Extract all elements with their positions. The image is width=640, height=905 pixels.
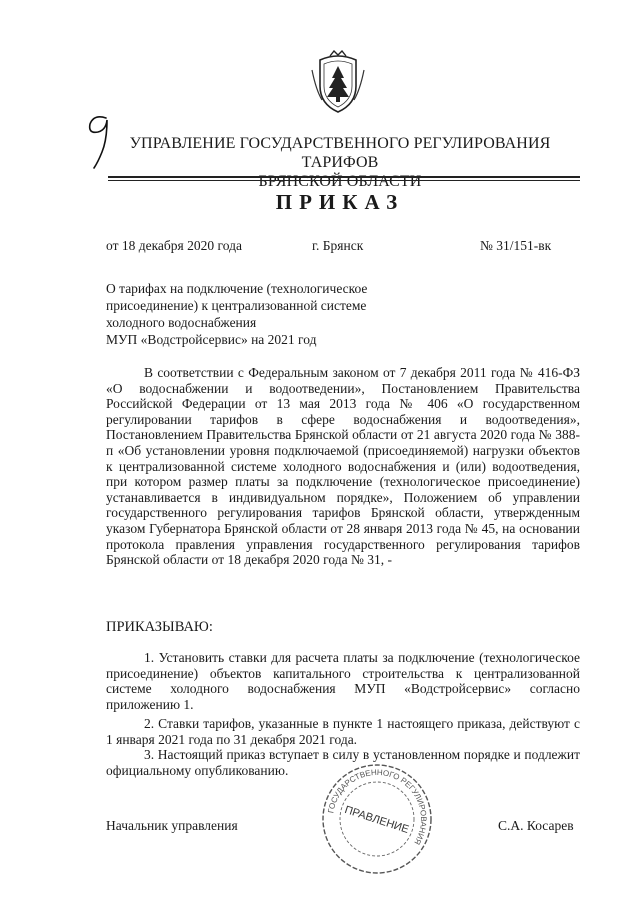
subject-line: МУП «Водстройсервис» на 2021 год (106, 332, 317, 347)
order-word: ПРИКАЗЫВАЮ: (106, 619, 213, 635)
subject-line: холодного водоснабжения (106, 315, 257, 330)
stamp-center-text: ПРАВЛЕНИЕ (343, 803, 411, 836)
order-item-2: 2. Ставки тарифов, указанные в пункте 1 настоящего приказа, действуют с 1 января 2021 года по 31 декабря 2021 года. (106, 716, 580, 747)
document-subject (106, 280, 386, 348)
signatory-position: Начальник управления (106, 818, 238, 833)
agency-name (100, 134, 580, 191)
order-item-1: 1. Установить ставки для расчета платы за подключение (технологическое присоединение) объектов капитального строительства к централизованной системе холодного водоснабжения МУП «Водстройсервис» согласно приложению 1. (106, 650, 580, 712)
signatory-name: С.А. Косарев (498, 818, 574, 833)
document-date: от 18 декабря 2020 года (106, 238, 242, 253)
order-item-3: 3. Настоящий приказ вступает в силу в установленном порядке и подлежит официальному опубликованию. (106, 747, 580, 778)
stamp-ring-text: ГОСУДАРСТВЕННОГО РЕГУЛИРОВАНИЯ (326, 767, 429, 847)
header-divider-thick (108, 176, 580, 178)
subject-line: О тарифах на подключение (технологическое (106, 281, 368, 296)
document-title: ПРИКАЗ (275, 190, 405, 214)
document-number: № 31/151-вк (480, 238, 552, 253)
subject-line: присоединение) к централизованной системе (106, 298, 367, 313)
agency-name-line1: УПРАВЛЕНИЕ ГОСУДАРСТВЕННОГО РЕГУЛИРОВАНИЯ ТАРИФОВ (129, 135, 551, 171)
official-stamp-icon (318, 760, 436, 878)
agency-name-line2: БРЯНСКОЙ ОБЛАСТИ (258, 173, 422, 190)
coat-of-arms-icon (308, 50, 368, 114)
preamble-paragraph: В соответствии с Федеральным законом от 7 декабря 2011 года № 416-ФЗ «О водоснабжении и водоотведении», Постановлением Правительства Российской Федерации от 13 мая 2013 года № 406 «О государственном регулировании тарифов в сфере водоснабжения и водоотведения», Постановлением Правительства Брянской области от 21 августа 2020 года № 388-п «Об установлении уровня подключаемой (присоединяемой) нагрузки объектов к централизованной системе холодного водоснабжения и (или) водоотведения, при котором размер платы за подключение (технологическое присоединение) устанавливается в индивидуальном порядке», Положением об управлении государственного регулирования тарифов Брянской области, утвержденным указом Губернатора Брянской области от 28 января 2013 года № 45, на основании протокола правления управления государственного регулирования тарифов Брянской области от 18 декабря 2020 года № 31, - (106, 365, 580, 568)
header-divider-thin (108, 180, 580, 181)
svg-text:ГОСУДАРСТВЕННОГО РЕГУЛИРОВАНИЯ (326, 768, 428, 847)
document-city: г. Брянск (312, 238, 364, 253)
